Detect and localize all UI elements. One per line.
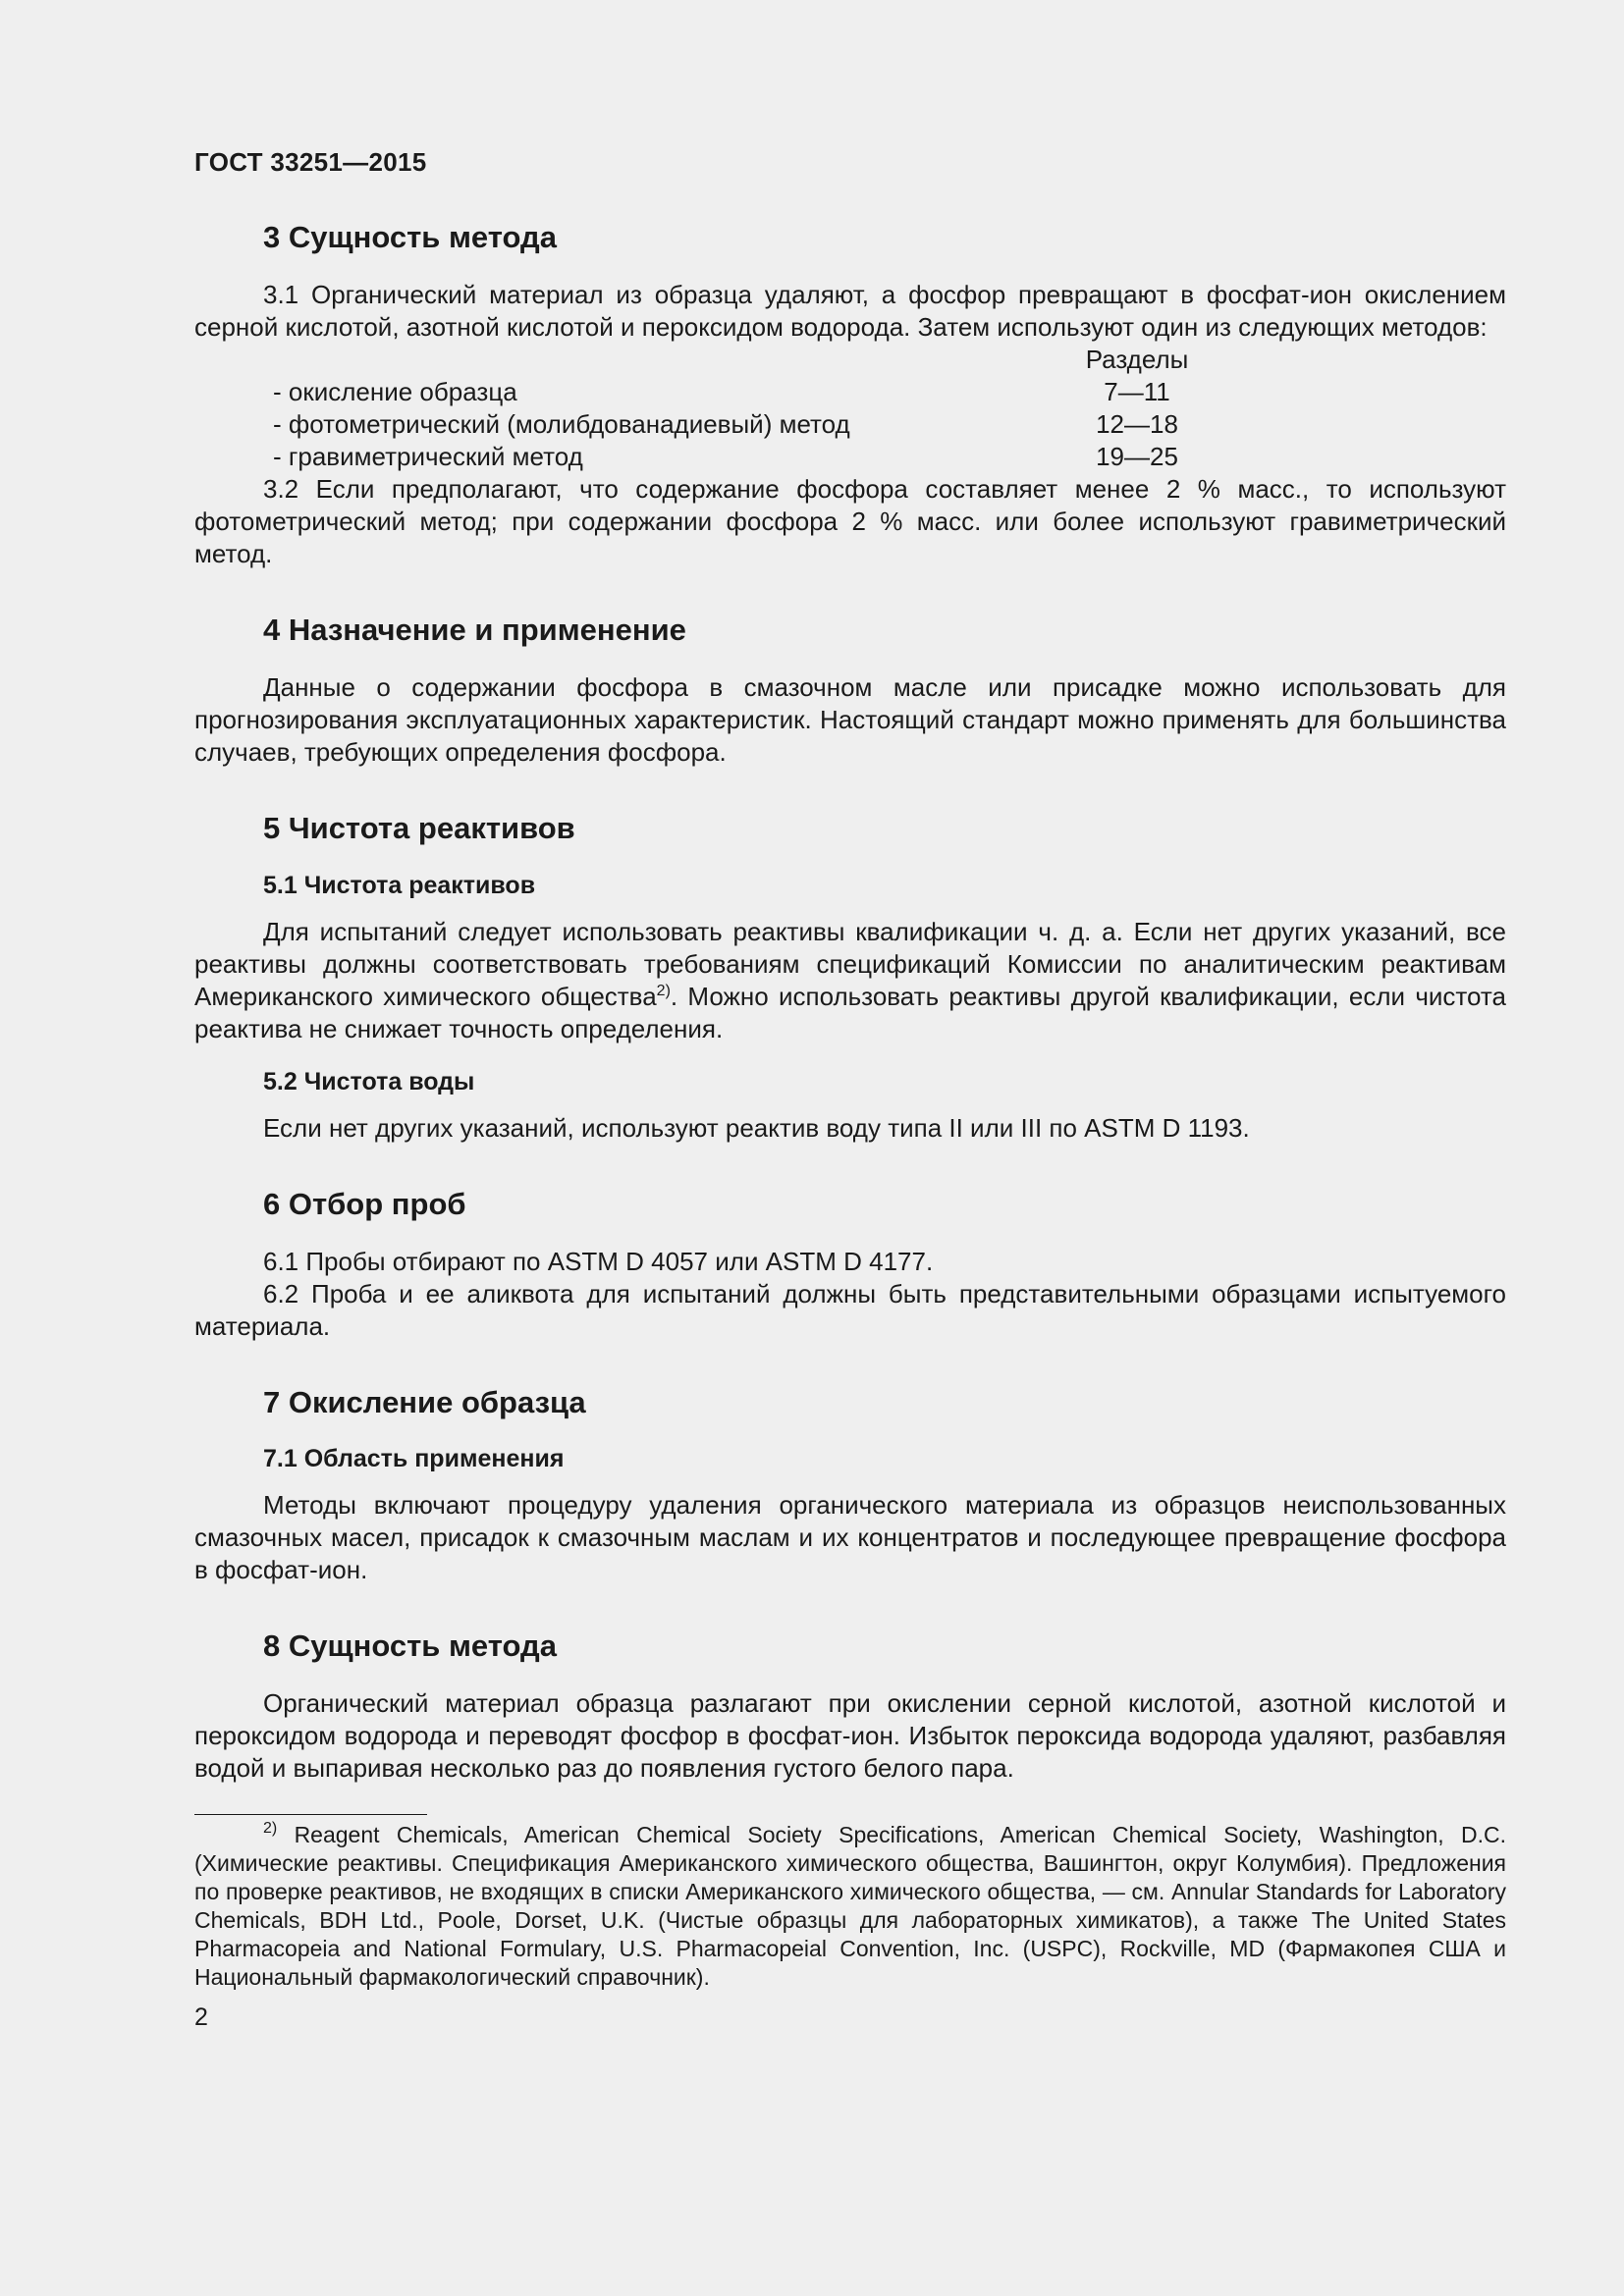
section-4-text: Данные о содержании фосфора в смазочном масле или присадке можно использовать для прогнозирования эксплуатационных характеристик. Настоящий стандарт можно применять для большинства случаев, требующих определения фосфора. — [194, 672, 1506, 768]
method-sections: 7—11 — [1104, 377, 1170, 407]
subsection-5-2 — [194, 1067, 1506, 1145]
page-number: 2 — [194, 2003, 208, 2032]
subsection-7-1-text: Методы включают процедуру удаления органического материала из образцов неиспользованных смазочных масел, присадок к смазочным маслам и их концентратов и последующее превращение фосфора в фосфат-ион. — [194, 1489, 1506, 1584]
subsection-5-1-text: Для испытаний следует использовать реактивы квалификации ч. д. а. Если нет других указаний, все реактивы должны соответствовать требованиям спецификаций Комиссии по аналитическим реактивам Американского химического общества$^{2)}$. Можно использовать реактивы другой квалификации, если чистота реактива не снижает точность определения. — [194, 916, 1506, 1043]
method-sections: 19—25 — [1096, 442, 1178, 472]
methods-header-row — [194, 344, 1506, 376]
section-5 — [194, 810, 1506, 1144]
section-5-title: 5 Чистота реактивов — [263, 811, 575, 846]
footnote-mark: 2) — [263, 1820, 278, 1838]
section-8-title: 8 Сущность метода — [263, 1628, 557, 1663]
section-7 — [194, 1384, 1506, 1586]
method-row — [194, 441, 1506, 473]
subsection-5-1-title: 5.1 Чистота реактивов — [263, 871, 536, 899]
section-4 — [194, 612, 1506, 769]
section-3-title: 3 Сущность метода — [263, 220, 557, 254]
footnote — [194, 1821, 1506, 1992]
method-row — [194, 408, 1506, 441]
methods-header: Разделы — [1085, 345, 1189, 375]
method-name: - гравиметрический метод — [273, 442, 583, 472]
section-6-1-text: 6.1 Пробы отбирают по ASTM D 4057 или ASTM D 4177. — [263, 1246, 934, 1276]
methods-table — [194, 344, 1506, 473]
subsection-5-2-title: 5.2 Чистота воды — [263, 1067, 475, 1095]
subsection-5-2-text: Если нет других указаний, используют реактив воду типа II или III по ASTM D 1193. — [263, 1112, 1250, 1143]
section-7-title: 7 Окисление образца — [263, 1384, 586, 1419]
subsection-5-1 — [194, 871, 1506, 1045]
method-name: - окисление образца — [273, 377, 517, 407]
section-4-title: 4 Назначение и применение — [263, 613, 686, 648]
method-row — [194, 376, 1506, 408]
section-6-2-text: 6.2 Проба и ее аликвота для испытаний должны быть представительными образцами испытуемого материала. — [194, 1278, 1506, 1341]
section-3 — [194, 219, 1506, 570]
method-sections: 12—18 — [1096, 409, 1178, 440]
subsection-7-1-title: 7.1 Область применения — [263, 1444, 565, 1472]
section-8 — [194, 1628, 1506, 1785]
method-name: - фотометрический (молибдованадиевый) метод — [273, 409, 850, 440]
section-6-title: 6 Отбор проб — [263, 1186, 466, 1221]
document-page — [194, 147, 1506, 2032]
footnote-text: Reagent Chemicals, American Chemical Society Specifications, American Chemical Society, Washington, D.C. (Химические реактивы. Спецификация Американского химического общества, Вашингтон, округ Колумбия). Предложения по проверке реактивов, не входящих в списки Американского химического общества, — см. Annular Standards for Laboratory Chemicals, BDH Ltd., Poole, Dorset, U.K. (Чистые образцы для лабораторных химикатов), а также The United States Pharmacopeia and National Formulary, U.S. Pharmacopeial Convention, Inc. (USPC), Rockville, MD (Фармакопея США и Национальный фармакологический справочник). — [194, 1822, 1506, 1991]
section-8-text: Органический материал образца разлагают при окислении серной кислотой, азотной кислотой и пероксидом водорода и переводят фосфор в фосфат-ион. Избыток пероксида водорода удаляют, разбавляя водой и выпаривая несколько раз до появления густого белого пара. — [194, 1688, 1506, 1784]
footnote-divider — [194, 1814, 427, 1815]
footnote-ref[interactable]: 2) — [656, 982, 671, 999]
section-3-2-text: 3.2 Если предполагают, что содержание фосфора составляет менее 2 % масс., то используют фотометрический метод; при содержании фосфора 2 % масс. или более используют гравиметрический метод. — [194, 474, 1506, 569]
section-3-1-text: 3.1 Органический материал из образца удаляют, а фосфор превращают в фосфат-ион окислением серной кислотой, азотной кислотой и пероксидом водорода. Затем используют один из следующих методов: — [194, 280, 1506, 343]
document-id: ГОСТ 33251—2015 — [194, 147, 427, 177]
section-6 — [194, 1186, 1506, 1343]
